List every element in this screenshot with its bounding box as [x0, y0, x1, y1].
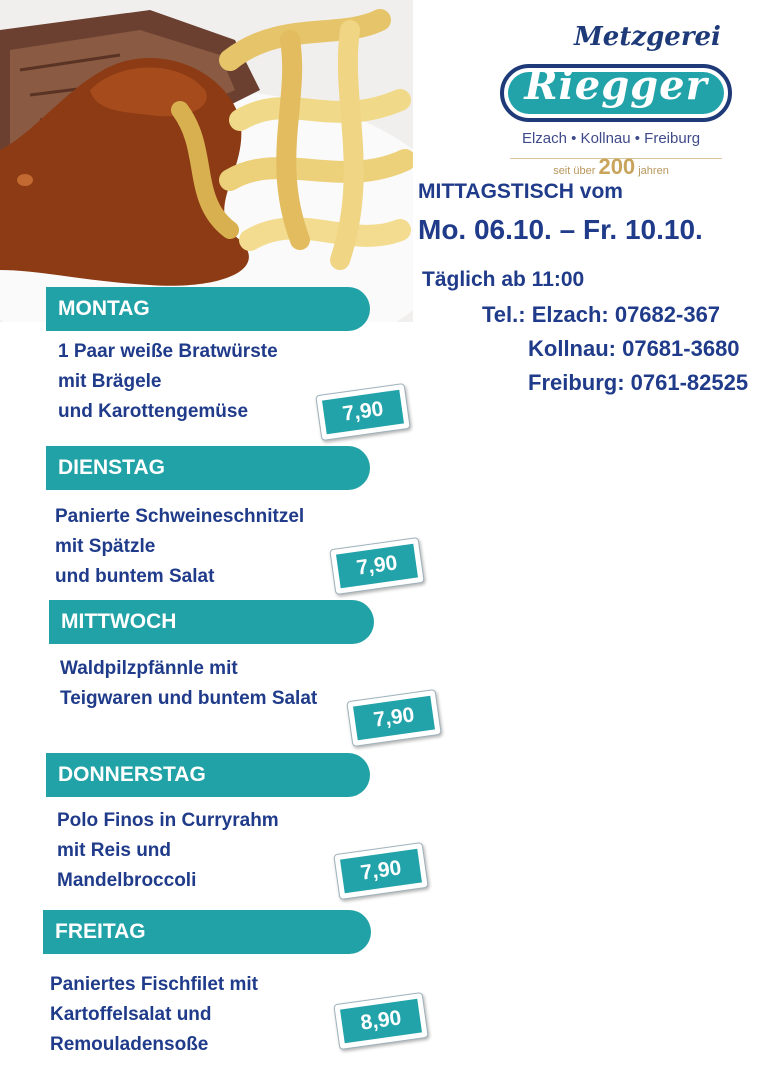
since-suffix: jahren [638, 165, 669, 177]
day-bar-montag: MONTAG [46, 287, 370, 331]
price-value: 7,90 [353, 696, 435, 741]
day-bar-mittwoch: MITTWOCH [49, 600, 374, 644]
brand-logo [496, 22, 736, 192]
dish-line: Panierte Schweineschnitzel [55, 506, 305, 527]
dish-line: Polo Finos in Curryrahm [57, 810, 279, 831]
phone-elzach: Tel.: Elzach: 07682-367 [482, 302, 721, 327]
price-tag-donnerstag [333, 842, 429, 900]
dish-line: 1 Paar weiße Bratwürste [58, 341, 278, 362]
dish-freitag [50, 970, 258, 1060]
day-bar-donnerstag: DONNERSTAG [46, 753, 370, 797]
dish-line: Kartoffelsalat und [50, 1004, 212, 1025]
brand-towns: Elzach • Kollnau • Freiburg [521, 130, 701, 147]
phone-freiburg: Freiburg: 0761-82525 [528, 370, 749, 395]
food-photo [0, 0, 413, 322]
dish-montag [58, 337, 278, 427]
dish-line: Paniertes Fischfilet mit [50, 974, 259, 995]
dish-line: Teigwaren und buntem Salat [60, 688, 318, 709]
menu-date-range: Mo. 06.10. – Fr. 10.10. [418, 214, 703, 245]
phone-kollnau: Kollnau: 07681-3680 [528, 336, 740, 361]
price-value: 7,90 [336, 544, 418, 589]
price-tag-dienstag [329, 537, 425, 595]
price-tag-freitag [333, 992, 429, 1050]
dish-mittwoch [60, 654, 317, 714]
brand-name-main: Riegger [524, 62, 708, 109]
day-bar-dienstag: DIENSTAG [46, 446, 370, 490]
dish-line: mit Brägele [58, 371, 162, 392]
dish-line: Mandelbroccoli [57, 870, 197, 891]
dish-line: mit Spätzle [55, 536, 156, 557]
price-value: 7,90 [322, 390, 404, 435]
price-value: 8,90 [340, 999, 422, 1044]
price-tag-mittwoch [346, 689, 442, 747]
price-value: 7,90 [340, 849, 422, 894]
opening-time: Täglich ab 11:00 [422, 268, 585, 291]
dish-line: mit Reis und [57, 840, 172, 861]
dish-donnerstag [57, 806, 279, 896]
dish-dienstag [55, 502, 304, 592]
since-number: 200 [598, 154, 636, 179]
price-tag-montag [315, 383, 411, 441]
brand-since [496, 154, 726, 180]
day-bar-freitag: FREITAG [43, 910, 371, 954]
dish-line: Waldpilzpfännle mit [60, 658, 238, 679]
since-prefix: seit über [553, 165, 596, 177]
dish-line: und Karottengemüse [58, 401, 249, 422]
menu-title: MITTAGSTISCH vom [418, 180, 623, 203]
dish-line: Remouladensoße [50, 1034, 209, 1055]
dish-line: und buntem Salat [55, 566, 215, 587]
brand-name-top: Metzgerei [574, 22, 721, 52]
